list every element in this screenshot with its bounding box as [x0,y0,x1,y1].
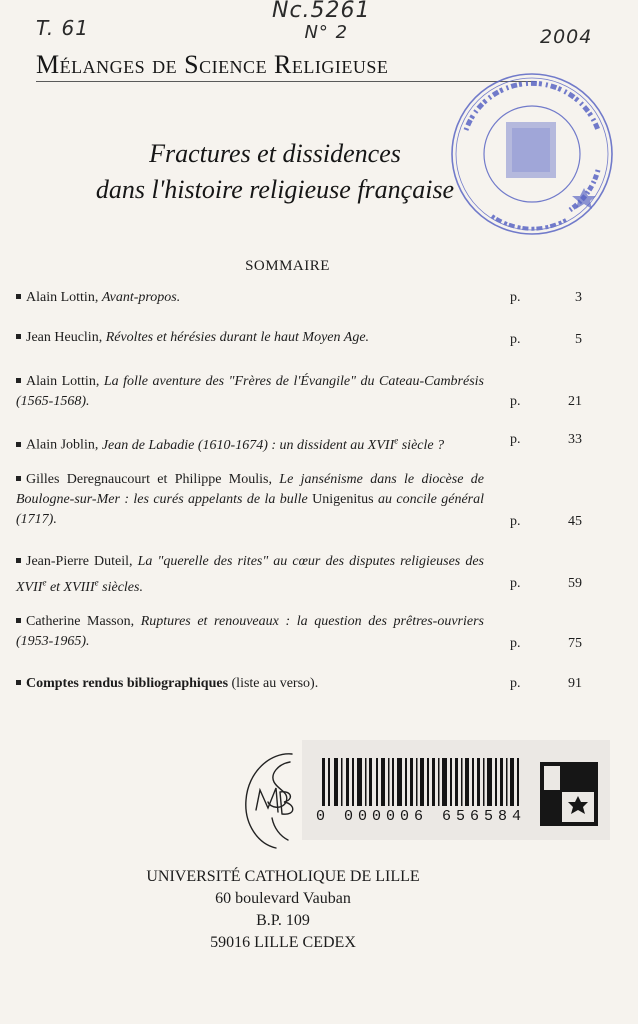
toc-page-prefix: p. [510,432,521,447]
bullet-icon [16,294,21,299]
toc-superscript: e [42,577,47,587]
toc-page-number: 75 [568,636,582,651]
toc-page-number: 3 [575,290,582,305]
toc-title-part: siècle ? [398,437,445,453]
toc-entry-text [16,372,484,412]
toc-author: Jean-Pierre Duteil, [26,554,138,569]
handwritten-call-number [272,0,371,44]
toc-author: Alain Joblin, [26,437,102,453]
toc-plain-text: (liste au verso). [228,676,319,691]
toc-entry-text [16,612,484,652]
toc-page-number: 45 [568,514,582,529]
library-mark-icon [540,762,598,826]
toc-entry-text [16,288,484,308]
toc-author: Alain Lottin, [26,374,104,389]
toc-author: Comptes rendus bibliographiques [26,676,229,691]
toc-page-prefix: p. [510,636,521,651]
toc-title-part: Le jansénisme dans le diocèse de Boulogne-sur-Mer : les curés appelants de la bulle [16,472,484,507]
handwritten-year: 2004 [540,26,593,48]
toc-superscript: e [94,577,99,587]
toc-title-part: La "querelle des rites" au cœur des disputes religieuses des XVII [16,554,484,595]
bullet-icon [16,618,21,623]
toc-page-prefix: p. [510,332,521,347]
publisher-po-box: B.P. 109 [256,912,310,929]
toc-title-part: siècles. [98,579,143,595]
publisher-city: 59016 LILLE CEDEX [210,934,356,951]
publisher-name: UNIVERSITÉ CATHOLIQUE DE LILLE [146,868,420,885]
bullet-icon [16,476,21,481]
toc-title-part: Jean de Labadie (1610-1674) : un dissident au XVII [101,437,395,453]
issue-title-line2: dans l'histoire religieuse française [95,175,455,204]
toc-author: Gilles Deregnaucourt et Philippe Moulis, [26,472,280,487]
issue-title-line1: Fractures et dissidences [149,139,401,168]
toc-page-prefix: p. [510,676,521,691]
toc-page-number: 33 [568,432,582,447]
toc-title: Ruptures et renouveaux : la question des prêtres-ouvriers (1953-1965). [16,614,484,649]
toc-title-part: et XVIII [46,579,95,595]
toc-page-number: 59 [568,576,582,591]
toc-entry-text [16,328,484,348]
toc-author: Alain Lottin, [26,290,102,305]
toc-page-prefix: p. [510,290,521,305]
toc-title-part: au concile général (1717). [16,492,485,527]
handwritten-issue-number: N° 2 [304,22,349,43]
toc-page-number: 5 [575,332,582,347]
bullet-icon [16,378,21,383]
toc-page-prefix: p. [510,394,521,409]
publisher-block [0,866,566,954]
barcode-label [302,740,610,840]
toc-superscript: e [394,435,399,445]
toc-entry-text [16,552,484,598]
toc-author: Jean Heuclin, [26,330,106,345]
sommaire-heading: SOMMAIRE [245,258,330,274]
handwritten-shelfmark: T. 61 [36,16,90,40]
barcode-icon [322,758,522,806]
toc-title-roman: Unigenitus [312,492,374,507]
bullet-icon [16,680,21,685]
toc-page-number: 21 [568,394,582,409]
handwritten-call-number-line1: Nc.5261 [272,0,371,23]
toc-title: Avant-propos. [101,290,181,305]
bullet-icon [16,334,21,339]
issue-title [60,136,490,208]
toc-author: Catherine Masson, [26,614,141,629]
barcode-number: 0 000006 656584 [316,808,527,825]
toc-entry-text [16,674,484,694]
toc-page-prefix: p. [510,514,521,529]
publisher-street: 60 boulevard Vauban [215,890,351,907]
toc-title: Révoltes et hérésies durant le haut Moyen Age. [105,330,370,345]
toc-title [101,435,445,453]
journal-title: Mélanges de Science Religieuse [36,50,536,82]
toc-page-number: 91 [568,676,582,691]
toc-title: La folle aventure des "Frères de l'Évangile" du Cateau-Cambrésis (1565-1568). [16,374,485,409]
bullet-icon [16,558,21,563]
toc-entry-text [16,470,484,530]
bullet-icon [16,442,21,447]
toc-page-prefix: p. [510,576,521,591]
toc-entry-text [16,430,484,456]
